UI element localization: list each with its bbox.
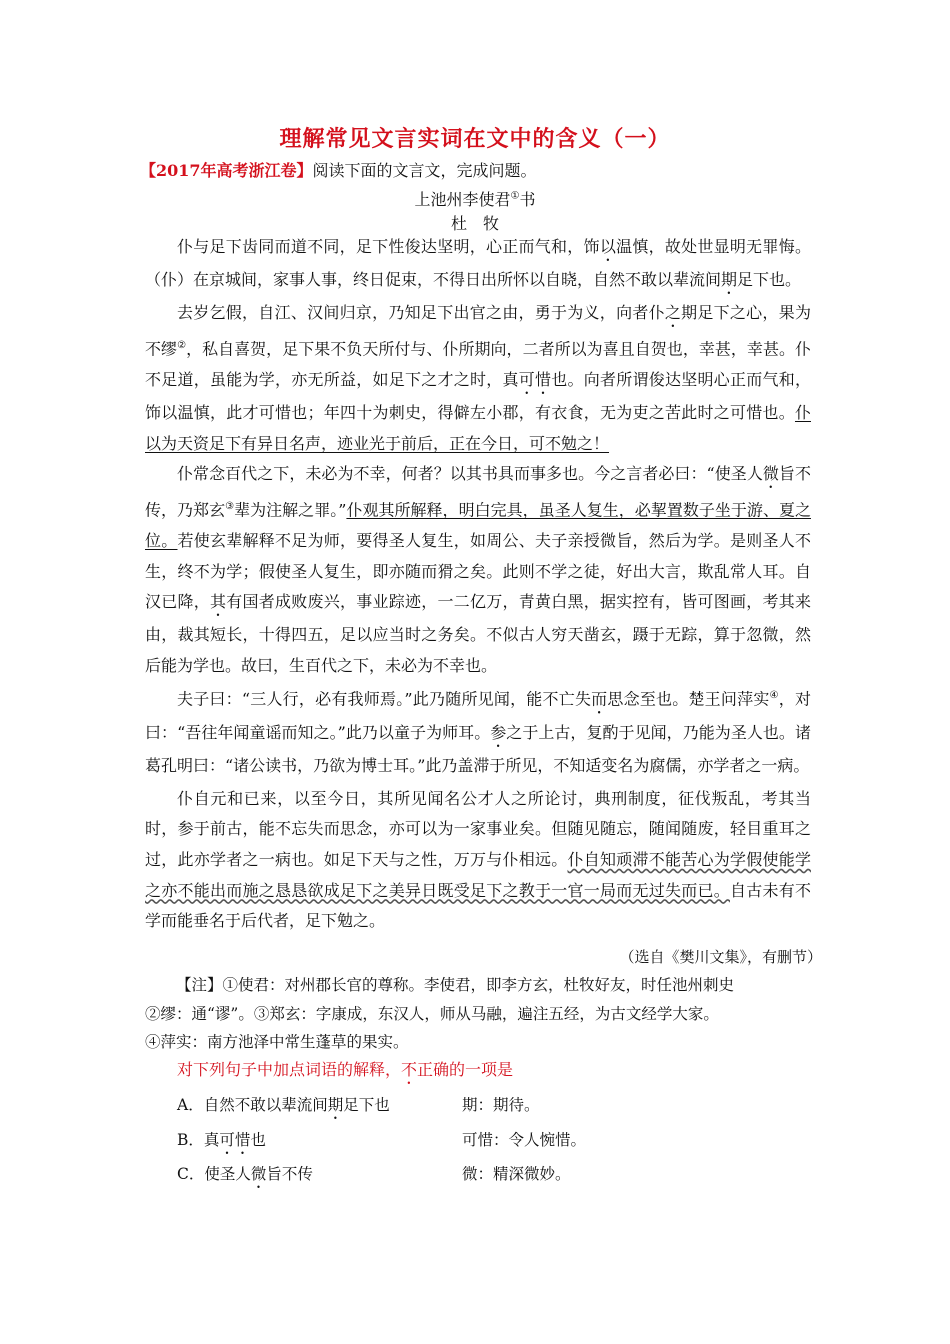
- intro-instruction: 阅读下面的文言文，完成问题。: [312, 161, 537, 180]
- paragraph-4: 夫子曰：“三人行，必有我师焉。”此乃随所见闻，能不亡失而思念至也。楚王问萍实④，对曰：“吾往年闻童谣而知之。”此乃以童子为师耳。参之于上古，复酌于见闻，乃能为圣人也。诸葛孔明曰：“诸公读书，乃欲为博士耳。”此乃盖滞于所见，不知适变名为腐儒，亦学者之一病。: [145, 689, 811, 775]
- option-a[interactable]: A．自然不敢以辈流间期足下也: [177, 1096, 390, 1114]
- paragraph-5: 仆自元和已来，以至今日，其所见闻名公才人之所论讨，典刑制度，征伐叛乱，考其当时，参于前古，能不忘失而思念，亦可以为一家事业矣。但随见随忘，随闻随废，轻目重耳之过，此亦学者之一病也。如足下天与之性，万万与仆相远。仆自知顽滞不能苦心为学假使能学之亦不能出而施之恳恳欲成足下之美异日既受足下之教于一官一局而无过失而已。自古未有不学而能垂名于后代者，足下勉之。: [145, 788, 811, 931]
- paragraph-1: 仆与足下齿同而道不同，足下性俊达坚明，心正而气和，饰以温慎，故处世显明无罪悔。（仆）在京城间，家事人事，终日促束，不得日出所怀以自晓，自然不敢以辈流间期足下也。: [145, 237, 811, 289]
- option-b[interactable]: B．真可惜也: [177, 1131, 266, 1149]
- wavy-underlined-passage: 仆自知顽滞不能苦心为学假使能学之亦不能出而施之恳恳欲成足下之美异日既受足下之教于一官一局而无过失而已。: [145, 849, 811, 900]
- option-c[interactable]: C．使圣人微旨不传: [177, 1165, 313, 1183]
- note-line-3: ④萍实：南方池泽中常生蓬草的果实。: [145, 1033, 409, 1051]
- note-line-1: 【注】①使君：对州郡长官的尊称。李使君，即李方玄，杜牧好友，时任池州刺史: [176, 976, 735, 994]
- option-b-explanation: 可惜：令人惋惜。: [462, 1131, 587, 1149]
- note-line-2: ②缪：通“谬”。③郑玄：字康成，东汉人，师从马融，遍注五经，为古文经学大家。: [145, 1004, 719, 1023]
- question-prompt: 对下列句子中加点词语的解释，不正确的一项是: [177, 1060, 514, 1079]
- paragraph-3: 仆常念百代之下，未必为不幸，何者？以其书具而事多也。今之言者必曰：“使圣人微旨不传，乃郑玄③辈为注解之罪。”仆观其所解释，明白完具，虽圣人复生，必挈置数子坐于游、夏之位。若使玄辈解释不足为师，要得圣人复生，如周公、夫子亲授微旨，然后为学。是则圣人不生，终不为学；假使圣人复生，即亦随而猾之矣。此则不学之徒，好出大言，欺乱常人耳。自汉已降，其有国者成败废兴，事业踪迹，一二亿万，青黄白黑，据实控有，皆可图画，考其来由，裁其短长，十得四五，足以应当时之务矣。不似古人穷天凿玄，蹑于无踪，算于忽微，然后能为学也。故曰，生百代之下，未必为不幸也。: [145, 464, 811, 675]
- intro-line: [140, 158, 537, 181]
- paragraph-2: 去岁乞假，自江、汉间归京，乃知足下出官之由，勇于为义，向者仆之期足下之心，果为不缪②，私自喜贺，足下果不负天所付与、仆所期向，二者所以为喜且自贺也，幸甚，幸甚。仆不足道，虽能为学，亦无所益，如足下之才之时，真可惜也。向者所谓俊达坚明心正而气和，饰以温慎，此才可惜也；年四十为刺史，得僻左小郡，有衣食，无为吏之苦此时之可惜也。仆以为天资足下有异日名声，迹业光于前后，正在今日，可不勉之！: [145, 303, 811, 453]
- underlined-sentence-1: 仆以为天资足下有异日名声，迹业光于前后，正在今日，可不勉之！: [145, 402, 811, 453]
- underlined-sentence-2: 仆观其所解释，明白完具，虽圣人复生，必挈置数子坐于游、夏之位。: [145, 500, 811, 551]
- option-c-explanation: 微：精深微妙。: [462, 1165, 571, 1183]
- document-title: 理解常见文言实词在文中的含义（一）: [279, 126, 671, 152]
- source-citation: （选自《樊川文集》，有删节）: [619, 948, 822, 966]
- exam-source-tag: 【2017年高考浙江卷】: [140, 161, 313, 180]
- annotation-notes: [145, 971, 811, 1057]
- essay-author: 杜 牧: [450, 214, 499, 233]
- essay-title: 上池州李使君①书: [414, 190, 536, 209]
- option-a-explanation: 期：期待。: [462, 1096, 540, 1114]
- essay-body: [145, 232, 811, 937]
